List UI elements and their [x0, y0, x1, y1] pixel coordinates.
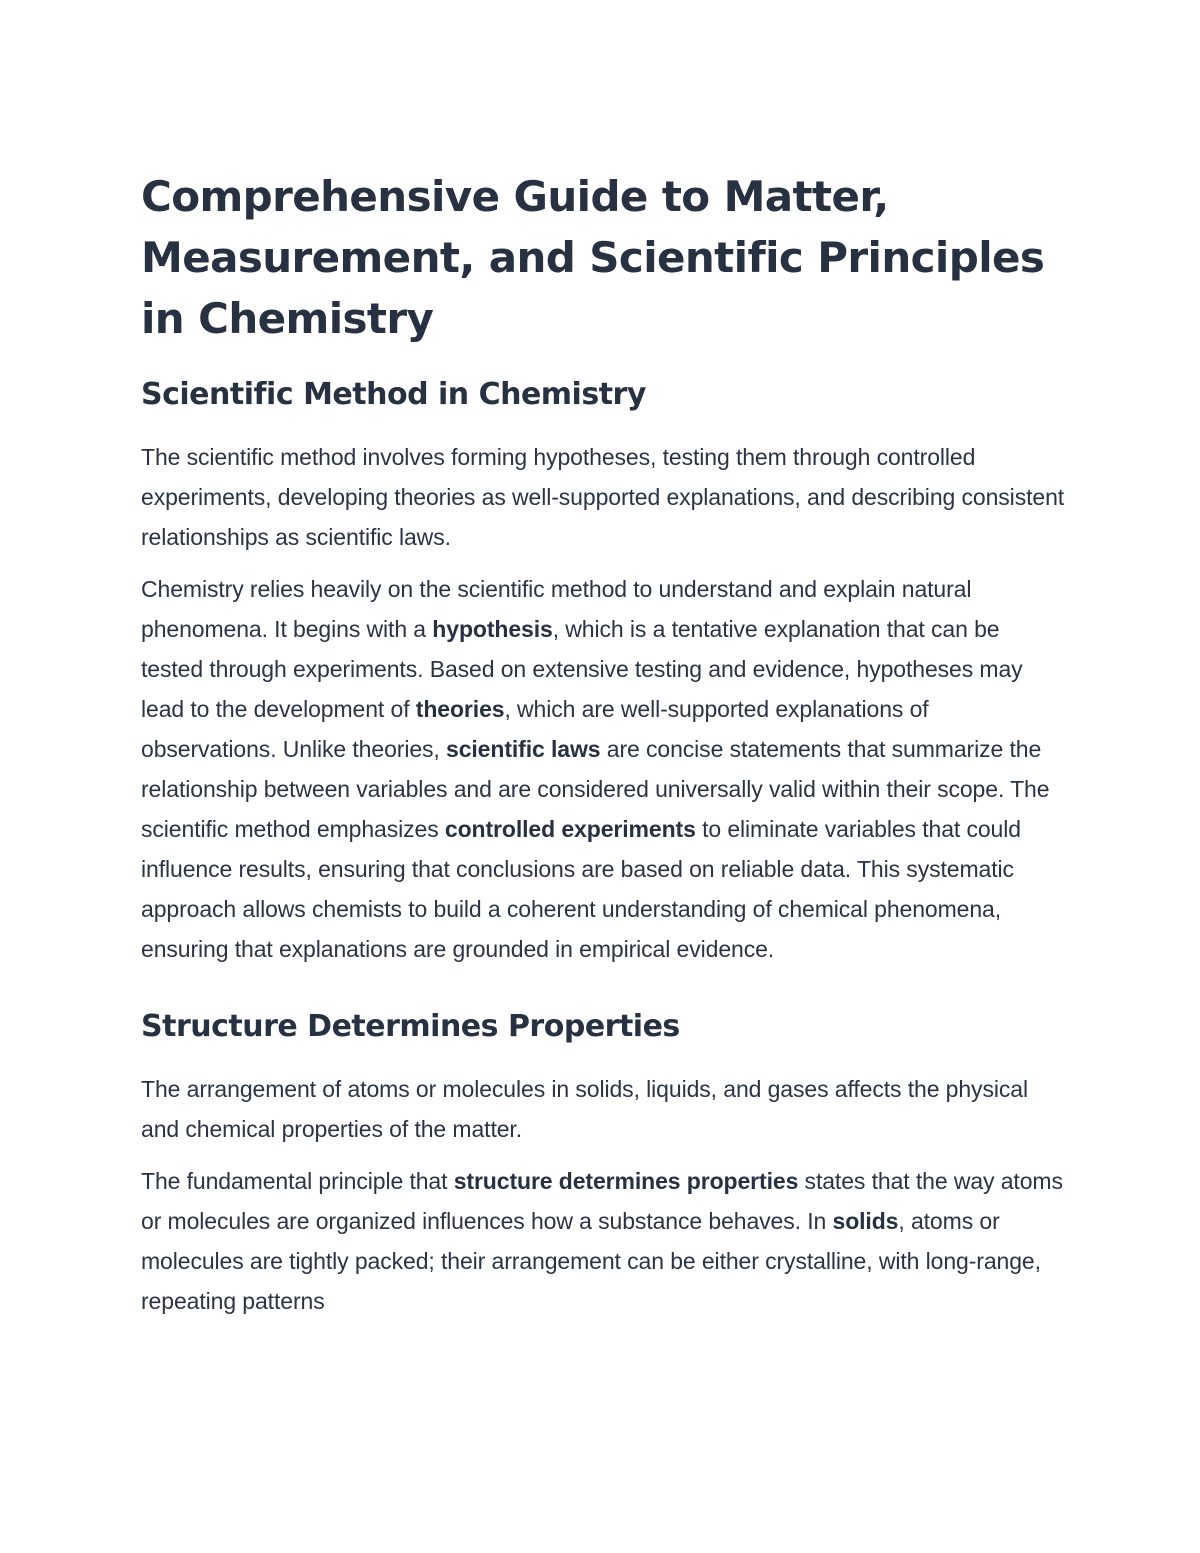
- body-text: states that the way atoms or molecules are organized influences how a substance behaves. In: [141, 1168, 1063, 1234]
- section-body: [141, 1161, 1066, 1321]
- section-body: [141, 569, 1066, 969]
- body-text: , which are well-supported explanations of observations. Unlike theories,: [141, 696, 929, 762]
- term-theories: theories: [415, 696, 505, 722]
- body-text: , atoms or molecules are tightly packed; their arrangement can be either crystalline, with long-range, repeating patterns: [141, 1208, 1041, 1314]
- term-solids: solids: [832, 1208, 899, 1234]
- document-title: Comprehensive Guide to Matter, Measurement, and Scientific Principles in Chemistry: [141, 172, 1045, 343]
- term-scientific-laws: scientific laws: [446, 736, 601, 762]
- body-text: to eliminate variables that could influence results, ensuring that conclusions are based on reliable data. This systematic approach allows chemists to build a coherent understanding of chemical phenomena, ensuring that explanations are grounded in empirical evidence.: [141, 816, 1021, 962]
- term-structure-determines-properties: structure determines properties: [453, 1168, 799, 1194]
- body-text: , which is a tentative explanation that can be tested through experiments. Based on extensive testing and evidence, hypotheses may lead to the development of: [141, 616, 1023, 722]
- term-hypothesis: hypothesis: [432, 616, 553, 642]
- section-summary: The scientific method involves forming hypotheses, testing them through controlled experiments, developing theories as well-supported explanations, and describing consistent relationships as scientific laws.: [141, 444, 1065, 550]
- section-structure-properties: [141, 1007, 1066, 1321]
- section-heading: Scientific Method in Chemistry: [141, 377, 646, 412]
- body-text: Chemistry relies heavily on the scientific method to understand and explain natural phenomena. It begins with a: [141, 576, 972, 642]
- section-summary: The arrangement of atoms or molecules in solids, liquids, and gases affects the physical and chemical properties of the matter.: [141, 1076, 1028, 1142]
- section-scientific-method: [141, 375, 1066, 969]
- body-text: The fundamental principle that: [141, 1168, 454, 1194]
- term-controlled-experiments: controlled experiments: [444, 816, 696, 842]
- body-text: are concise statements that summarize the relationship between variables and are considered universally valid within their scope. The scientific method emphasizes: [141, 736, 1050, 842]
- document-page: [141, 166, 1066, 1333]
- section-heading: Structure Determines Properties: [141, 1009, 680, 1044]
